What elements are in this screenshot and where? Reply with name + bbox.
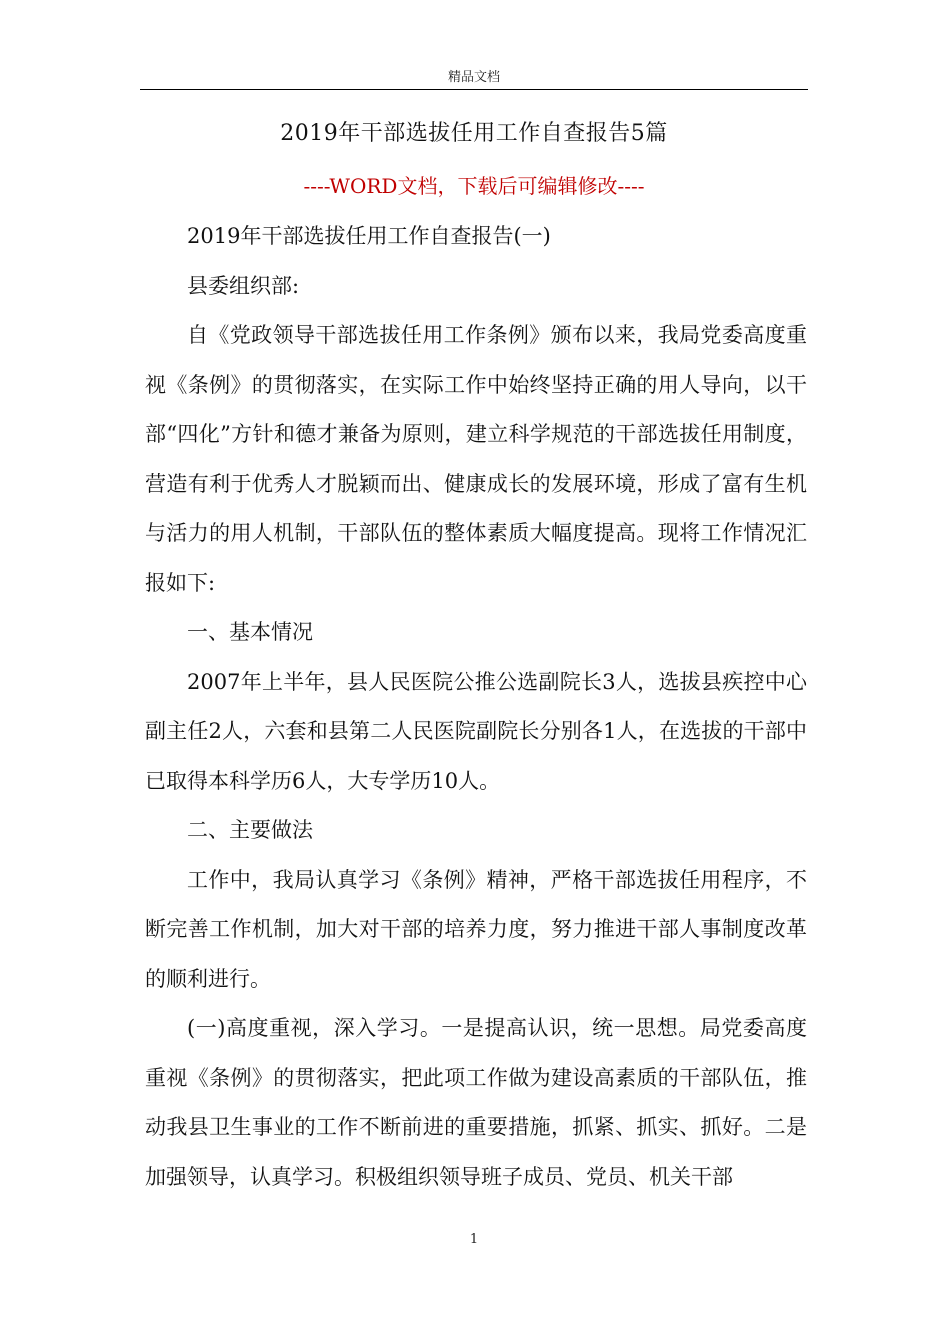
salutation: 县委组织部: bbox=[187, 273, 300, 298]
section-heading: 2019年干部选拔任用工作自查报告(一) bbox=[187, 224, 551, 248]
page-number: 1 bbox=[469, 1232, 479, 1247]
section-heading: 二、主要做法 bbox=[187, 818, 313, 842]
document-title: 2019年干部选拔任用工作自查报告5篇 bbox=[280, 121, 668, 146]
body-paragraph: 2007年上半年，县人民医院公推公选副院长3人，选拔县疾控中心副主任2人，六套和县第二人民医院副院长分别各1人，在选拔的干部中已取得本科学历6人，大专学历10人。 bbox=[145, 669, 807, 793]
body-paragraph: 自《党政领导干部选拔任用工作条例》颁布以来，我局党委高度重视《条例》的贯彻落实，在实际工作中始终坚持正确的用人导向，以干部“四化”方针和德才兼备为原则，建立科学规范的干部选拔任用制度，营造有利于优秀人才脱颖而出、健康成长的发展环境，形成了富有生机与活力的用人机制，干部队伍的整体素质大幅度提高。现将工作情况汇报如下: bbox=[145, 323, 807, 595]
section-heading: 一、基本情况 bbox=[187, 620, 313, 644]
header-rule bbox=[140, 89, 808, 90]
document-subtitle: ----WORD文档，下载后可编辑修改---- bbox=[303, 174, 645, 198]
document-body bbox=[145, 212, 807, 1202]
page-header: 精品文档 bbox=[447, 70, 500, 85]
body-paragraph: 工作中，我局认真学习《条例》精神，严格干部选拔任用程序，不断完善工作机制，加大对干部的培养力度，努力推进干部人事制度改革的顺利进行。 bbox=[145, 867, 807, 991]
body-paragraph: (一)高度重视，深入学习。一是提高认识，统一思想。局党委高度重视《条例》的贯彻落实，把此项工作做为建设高素质的干部队伍，推动我县卫生事业的工作不断前进的重要措施，抓紧、抓实、抓好。二是加强领导，认真学习。积极组织领导班子成员、党员、机关干部 bbox=[145, 1016, 807, 1189]
